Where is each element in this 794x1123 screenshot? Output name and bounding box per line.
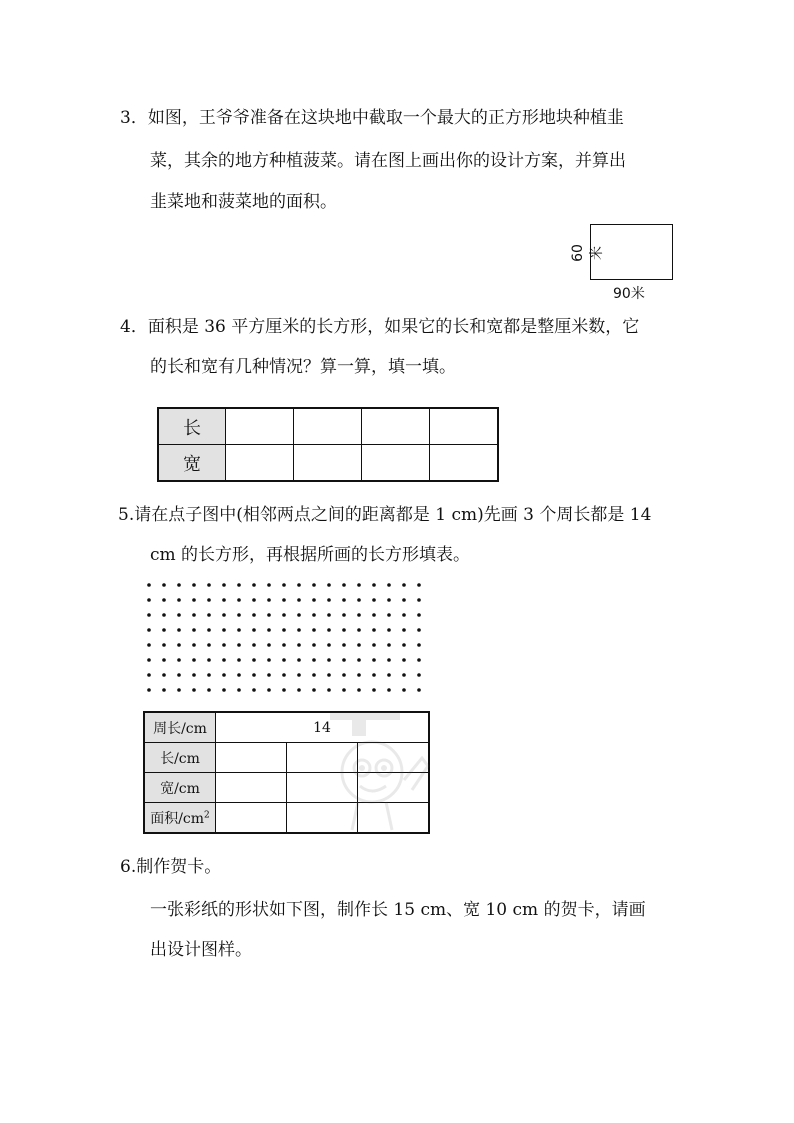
problem-3-line-1: 3．如图，王爷爷准备在这块地中截取一个最大的正方形地块种植韭 [120,108,624,128]
grid-dot [162,673,166,677]
grid-dot [192,613,196,617]
grid-dot [402,658,406,662]
problem-4-line-2: 的长和宽有几种情况？算一算，填一填。 [150,357,456,377]
grid-dot [237,613,241,617]
grid-dot [147,628,151,632]
grid-dot [282,598,286,602]
grid-dot [162,583,166,587]
grid-dot [147,673,151,677]
problem-6-line-1: 一张彩纸的形状如下图，制作长 15 cm、宽 10 cm 的贺卡，请画 [150,900,646,920]
grid-dot [357,598,361,602]
grid-dot [342,643,346,647]
grid-dot [162,643,166,647]
grid-dot [252,673,256,677]
grid-dot [342,583,346,587]
grid-dot [192,658,196,662]
grid-dot [162,658,166,662]
dot-grid[interactable] [140,578,430,696]
grid-dot [417,628,421,632]
grid-dot [222,643,226,647]
grid-dot [402,643,406,647]
grid-dot [222,628,226,632]
problem-6-line-2: 出设计图样。 [150,940,252,960]
grid-dot [282,658,286,662]
grid-dot [387,673,391,677]
grid-dot [177,658,181,662]
grid-dot [342,688,346,692]
grid-dot [192,628,196,632]
grid-dot [192,598,196,602]
grid-dot [207,673,211,677]
grid-dot [267,643,271,647]
grid-dot [177,688,181,692]
grid-dot [327,688,331,692]
area-unit-superscript: 2 [204,809,210,820]
grid-dot [252,688,256,692]
grid-dot [162,688,166,692]
grid-dot [177,643,181,647]
grid-dot [372,643,376,647]
grid-dot [417,688,421,692]
grid-dot [252,583,256,587]
grid-dot [357,688,361,692]
grid-dot [327,598,331,602]
width-header: 宽/cm [144,773,216,803]
answer-cell[interactable] [216,803,287,834]
grid-dot [312,643,316,647]
grid-dot [237,673,241,677]
grid-dot [342,613,346,617]
grid-dot [252,628,256,632]
grid-dot [402,598,406,602]
grid-dot [327,613,331,617]
grid-dot [342,658,346,662]
mascot-watermark-icon [322,710,434,836]
grid-dot [402,628,406,632]
grid-dot [237,583,241,587]
grid-dot [147,583,151,587]
grid-dot [147,613,151,617]
grid-dot [237,658,241,662]
length-header: 长/cm [144,743,216,773]
grid-dot [192,688,196,692]
problem-3-line-3: 韭菜地和菠菜地的面积。 [150,192,337,212]
grid-dot [372,583,376,587]
grid-dot [417,613,421,617]
grid-dot [402,673,406,677]
grid-dot [237,688,241,692]
grid-dot [177,598,181,602]
grid-dot [162,598,166,602]
grid-dot [297,673,301,677]
grid-dot [252,613,256,617]
grid-dot [372,613,376,617]
grid-dot [372,598,376,602]
grid-dot [282,688,286,692]
grid-dot [342,628,346,632]
grid-dot [327,643,331,647]
grid-dot [192,583,196,587]
grid-dot [402,688,406,692]
grid-dot [177,583,181,587]
grid-dot [237,598,241,602]
grid-dot [312,613,316,617]
area-header [144,803,216,834]
grid-dot [327,673,331,677]
perimeter-value: 14 [216,712,430,743]
answer-cell[interactable] [216,743,287,773]
grid-dot [387,688,391,692]
table-row [158,408,498,445]
grid-dot [297,598,301,602]
grid-dot [312,628,316,632]
grid-dot [282,673,286,677]
grid-dot [402,613,406,617]
answer-cell[interactable] [362,408,430,445]
grid-dot [147,598,151,602]
grid-dot [177,613,181,617]
grid-dot [267,658,271,662]
grid-dot [222,583,226,587]
grid-dot [297,688,301,692]
grid-dot [357,628,361,632]
grid-dot [207,658,211,662]
problem-4-line-1: 4．面积是 36 平方厘米的长方形，如果它的长和宽都是整厘米数，它 [120,317,640,337]
grid-dot [417,658,421,662]
grid-dot [372,673,376,677]
grid-dot [297,643,301,647]
grid-dot [402,583,406,587]
grid-dot [282,583,286,587]
grid-dot [387,643,391,647]
grid-dot [297,628,301,632]
grid-dot [312,658,316,662]
grid-dot [222,613,226,617]
grid-dot [222,598,226,602]
answer-cell[interactable] [216,773,287,803]
table-row [158,445,498,482]
grid-dot [312,688,316,692]
answer-cell[interactable] [430,445,499,482]
grid-dot [372,688,376,692]
grid-dot [282,613,286,617]
answer-cell[interactable] [294,445,362,482]
grid-dot [252,658,256,662]
grid-dot [357,658,361,662]
grid-dot [417,673,421,677]
grid-dot [387,658,391,662]
grid-dot [357,673,361,677]
row-header-width: 宽 [158,445,226,482]
width-label: 90米 [613,286,645,302]
answer-cell[interactable] [226,408,294,445]
grid-dot [327,628,331,632]
problem-5-line-1: 5.请在点子图中(相邻两点之间的距离都是 1 cm)先画 3 个周长都是 14 [118,505,652,525]
grid-dot [312,598,316,602]
grid-dot [252,598,256,602]
grid-dot [297,613,301,617]
grid-dot [372,628,376,632]
grid-dot [372,658,376,662]
grid-dot [192,673,196,677]
grid-dot [387,613,391,617]
grid-dot [147,688,151,692]
length-width-table [157,407,499,482]
grid-dot [327,658,331,662]
grid-dot [297,583,301,587]
grid-dot [387,628,391,632]
grid-dot [357,613,361,617]
grid-dot [207,613,211,617]
grid-dot [222,673,226,677]
grid-dot [267,673,271,677]
grid-dot [222,688,226,692]
grid-dot [387,598,391,602]
grid-dot [357,643,361,647]
problem-6-title: 6.制作贺卡。 [120,857,222,877]
grid-dot [312,583,316,587]
grid-dot [147,658,151,662]
grid-dot [162,613,166,617]
grid-dot [417,643,421,647]
grid-dot [342,598,346,602]
grid-dot [387,583,391,587]
grid-dot [192,643,196,647]
grid-dot [207,643,211,647]
grid-dot [237,628,241,632]
grid-dot [207,598,211,602]
grid-dot [252,643,256,647]
grid-dot [207,628,211,632]
grid-dot [162,628,166,632]
answer-cell[interactable] [430,408,499,445]
height-label: 60米 [570,244,605,262]
grid-dot [267,598,271,602]
grid-dot [237,643,241,647]
grid-dot [327,583,331,587]
grid-dot [417,598,421,602]
answer-cell[interactable] [294,408,362,445]
grid-dot [417,583,421,587]
grid-dot [342,673,346,677]
grid-dot [222,658,226,662]
grid-dot [207,583,211,587]
grid-dot [282,628,286,632]
grid-dot [267,688,271,692]
grid-dot [177,673,181,677]
answer-cell[interactable] [362,445,430,482]
grid-dot [282,643,286,647]
grid-dot [177,628,181,632]
grid-dot [357,583,361,587]
grid-dot [207,688,211,692]
area-header-text: 面积/cm [150,810,205,827]
grid-dot [147,643,151,647]
problem-5-line-2: cm 的长方形，再根据所画的长方形填表。 [150,545,471,565]
grid-dot [267,613,271,617]
answer-cell[interactable] [226,445,294,482]
row-header-length: 长 [158,408,226,445]
perimeter-header: 周长/cm [144,712,216,743]
grid-dot [267,628,271,632]
problem-3-line-2: 菜，其余的地方种植菠菜。请在图上画出你的设计方案，并算出 [150,151,626,171]
grid-dot [267,583,271,587]
grid-dot [312,673,316,677]
grid-dot [297,658,301,662]
